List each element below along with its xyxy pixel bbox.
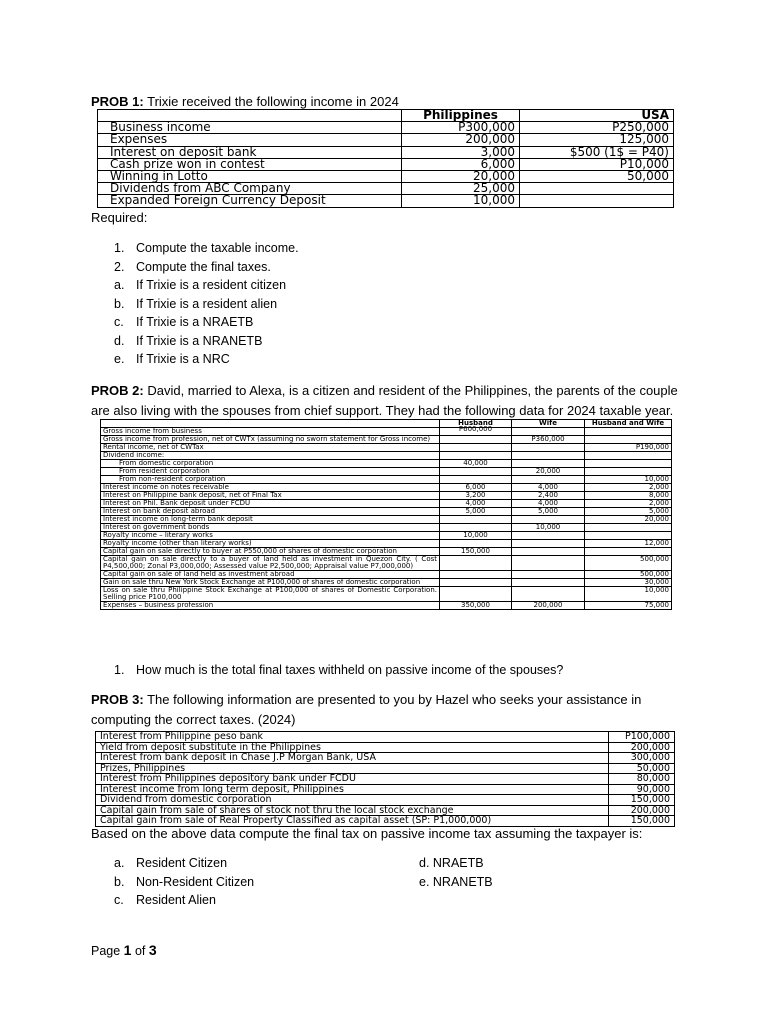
joint-value: 10,000	[585, 476, 672, 484]
prob2-heading	[91, 381, 681, 421]
husband-value	[440, 444, 512, 452]
item-text: If Trixie is a NRANETB	[136, 333, 263, 348]
row-label: Interest income from long term deposit, Philippines	[96, 784, 609, 795]
husband-value: 150,000	[440, 548, 512, 556]
row-value: 80,000	[609, 774, 675, 785]
wife-value	[512, 579, 585, 587]
joint-value: 500,000	[585, 556, 672, 571]
row-label: Interest from Philippine peso bank	[96, 732, 609, 743]
row-label: Expanded Foreign Currency Deposit	[98, 195, 402, 207]
joint-value: 10,000	[585, 587, 672, 602]
item-marker: c.	[114, 893, 124, 907]
husband-value	[440, 571, 512, 579]
husband-value: P600,000	[440, 428, 512, 436]
joint-value	[585, 524, 672, 532]
row-label: Royalty income (other than literary works)	[101, 540, 440, 548]
row-label: From resident corporation	[101, 468, 440, 476]
row-label: Expenses	[98, 134, 402, 146]
prob2-question	[114, 661, 674, 679]
wife-value	[512, 540, 585, 548]
joint-value: 8,000	[585, 492, 672, 500]
row-value: 150,000	[609, 816, 675, 827]
list-item	[114, 891, 216, 909]
item-text: Resident Citizen	[136, 856, 228, 870]
item-text: How much is the total final taxes withheld on passive income of the spouses?	[136, 663, 564, 677]
husband-value: 40,000	[440, 460, 512, 468]
ph-value: 10,000	[402, 195, 520, 207]
husband-value	[440, 556, 512, 571]
wife-value	[512, 548, 585, 556]
ph-value: 20,000	[402, 170, 520, 182]
item-marker: 1.	[114, 241, 125, 255]
row-label: Interest on Phil. Bank deposit under FCDU	[101, 500, 440, 508]
current-page: 1	[123, 942, 132, 958]
header-cell: Wife	[512, 420, 585, 428]
row-value: 50,000	[609, 763, 675, 774]
wife-value: 20,000	[512, 468, 585, 476]
joint-value: 20,000	[585, 516, 672, 524]
joint-value: 12,000	[585, 540, 672, 548]
item-marker: d.	[114, 333, 125, 348]
list-item	[114, 295, 277, 313]
ph-value: P300,000	[402, 122, 520, 134]
list-item	[114, 661, 563, 679]
row-label: Cash prize won in contest	[98, 158, 402, 170]
table-row	[101, 444, 672, 452]
wife-value: 4,000	[512, 484, 585, 492]
wife-value	[512, 452, 585, 460]
list-item	[114, 854, 227, 872]
wife-value	[512, 571, 585, 579]
row-value: 300,000	[609, 753, 675, 764]
husband-value: 4,000	[440, 500, 512, 508]
list-item	[114, 239, 299, 257]
row-label: Capital gain from sale of Real Property Classified as capital asset (SP: P1,000,000)	[96, 816, 609, 827]
table-row	[96, 805, 675, 816]
husband-value	[440, 587, 512, 602]
list-item	[114, 276, 286, 294]
table-row	[96, 753, 675, 764]
wife-value	[512, 532, 585, 540]
joint-value: P190,000	[585, 444, 672, 452]
husband-value	[440, 436, 512, 444]
list-item	[114, 332, 262, 350]
item-marker: b.	[114, 296, 125, 311]
page-word: Page	[91, 944, 124, 958]
table-row	[96, 732, 675, 743]
table-row	[96, 774, 675, 785]
row-label: Interest income on notes receivable	[101, 484, 440, 492]
item-marker: 1.	[114, 663, 125, 677]
item-text: If Trixie is a resident citizen	[136, 278, 287, 292]
joint-value: 2,000	[585, 484, 672, 492]
total-pages: 3	[148, 942, 157, 958]
wife-value: 10,000	[512, 524, 585, 532]
item-marker: b.	[114, 874, 125, 889]
husband-value	[440, 579, 512, 587]
row-label: Prizes, Philippines	[96, 763, 609, 774]
row-label: Business income	[98, 122, 402, 134]
husband-value	[440, 468, 512, 476]
table-row	[96, 742, 675, 753]
header-cell: Philippines	[402, 110, 520, 122]
table-row	[96, 784, 675, 795]
prob2-label: PROB 2:	[91, 383, 144, 398]
item-marker: c.	[114, 315, 124, 329]
row-label: Gain on sale thru New York Stock Exchange at P100,000 of shares of domestic corporation	[101, 579, 440, 587]
item-marker: a.	[114, 278, 125, 292]
husband-value: 5,000	[440, 508, 512, 516]
row-value: 90,000	[609, 784, 675, 795]
row-label: Loss on sale thru Philippine Stock Exchange at P100,000 of shares of Domestic Corporation. Selling price P100,000	[101, 587, 440, 602]
wife-value	[512, 587, 585, 602]
usa-value: P250,000	[520, 122, 674, 134]
row-label: Winning in Lotto	[98, 170, 402, 182]
ph-value: 200,000	[402, 134, 520, 146]
row-value: P100,000	[609, 732, 675, 743]
joint-value: 30,000	[585, 579, 672, 587]
list-item: d. NRAETB	[419, 856, 484, 870]
prob3-instruction: Based on the above data compute the final tax on passive income tax assuming the taxpayer is:	[91, 826, 643, 841]
usa-value: $500 (1$ = P40)	[520, 146, 674, 158]
wife-value: P360,000	[512, 436, 585, 444]
usa-value: 125,000	[520, 134, 674, 146]
row-label: Gross income from business	[101, 428, 440, 436]
header-cell: USA	[520, 110, 674, 122]
item-marker: 2.	[114, 259, 125, 274]
row-label: Capital gain on sale directly to buyer at P550,000 of shares of domestic corporation	[101, 548, 440, 556]
list-item	[114, 350, 230, 368]
row-label: Rental income, net of CWTax	[101, 444, 440, 452]
table-row	[101, 602, 672, 610]
item-text: Resident Alien	[136, 893, 216, 907]
husband-value	[440, 516, 512, 524]
prob3-options-right	[419, 854, 619, 894]
ph-value: 3,000	[402, 146, 520, 158]
of-word: of	[131, 944, 149, 958]
ph-value: 25,000	[402, 183, 520, 195]
prob1-list	[114, 239, 514, 369]
table-row	[96, 763, 675, 774]
joint-value: 2,000	[585, 500, 672, 508]
item-text: If Trixie is a NRAETB	[136, 315, 254, 329]
required-label: Required:	[91, 210, 148, 225]
row-value: 200,000	[609, 742, 675, 753]
row-label: Dividend from domestic corporation	[96, 795, 609, 806]
row-label: Capital gain on sale of land held as investment abroad	[101, 571, 440, 579]
row-value: 200,000	[609, 805, 675, 816]
wife-value: 5,000	[512, 508, 585, 516]
row-label: Royalty income – literary works	[101, 532, 440, 540]
usa-value	[520, 195, 674, 207]
row-label: Dividends from ABC Company	[98, 183, 402, 195]
husband-value: 350,000	[440, 602, 512, 610]
prob3-heading	[91, 690, 651, 730]
row-label: Interest on government bonds	[101, 524, 440, 532]
row-label: Interest on bank deposit abroad	[101, 508, 440, 516]
table-row	[101, 587, 672, 602]
page-number	[91, 942, 157, 958]
prob1-table	[97, 109, 674, 208]
table-row	[98, 122, 674, 134]
wife-value: 2,400	[512, 492, 585, 500]
prob2-table	[100, 419, 672, 610]
row-label: Interest from Philippines depository bank under FCDU	[96, 774, 609, 785]
row-label: From non-resident corporation	[101, 476, 440, 484]
usa-value: 50,000	[520, 170, 674, 182]
table-row	[101, 556, 672, 571]
prob3-table	[95, 731, 675, 827]
joint-value	[585, 428, 672, 436]
joint-value	[585, 452, 672, 460]
husband-value: 6,000	[440, 484, 512, 492]
prob3-options-left	[114, 854, 414, 914]
item-text: Non-Resident Citizen	[136, 874, 255, 889]
usa-value	[520, 183, 674, 195]
wife-value	[512, 556, 585, 571]
wife-value	[512, 444, 585, 452]
wife-value: 4,000	[512, 500, 585, 508]
row-label: Gross income from profession, net of CWTx (assuming no sworn statement for Gross income)	[101, 436, 440, 444]
header-cell: Husband	[440, 420, 512, 428]
table-row	[96, 795, 675, 806]
wife-value: 200,000	[512, 602, 585, 610]
prob3-text: The following information are presented to you by Hazel who seeks your assistance in computing the correct taxes. (2024)	[91, 692, 642, 727]
row-label: Interest on Philippine bank deposit, net of Final Tax	[101, 492, 440, 500]
item-text: Compute the taxable income.	[136, 241, 299, 255]
row-label: Dividend income:	[101, 452, 440, 460]
list-item	[114, 258, 271, 276]
husband-value: 10,000	[440, 532, 512, 540]
joint-value: 5,000	[585, 508, 672, 516]
item-text: If Trixie is a NRC	[136, 352, 230, 366]
prob3-label: PROB 3:	[91, 692, 144, 707]
row-label: Capital gain on sale directly to a buyer of land held as investment in Quezon City. ( Cost P4,500,000; Zonal P3,000,000; Assessed value P2,500,000; Appraisal value P7,000,000)	[101, 556, 440, 571]
header-cell: Husband and Wife	[585, 420, 672, 428]
row-value: 150,000	[609, 795, 675, 806]
prob1-text: Trixie received the following income in 2024	[143, 94, 399, 109]
list-item	[114, 873, 254, 891]
row-label: Capital gain from sale of shares of stock not thru the local stock exchange	[96, 805, 609, 816]
item-text: If Trixie is a resident alien	[136, 296, 278, 311]
list-item	[114, 313, 253, 331]
row-label: From domestic corporation	[101, 460, 440, 468]
joint-value: 75,000	[585, 602, 672, 610]
item-marker: e.	[114, 352, 125, 366]
item-marker: a.	[114, 856, 125, 870]
prob2-text: David, married to Alexa, is a citizen and resident of the Philippines, the parents of the couple are also living with the spouses from chief support. They had the following data for 2024 taxable year.	[91, 383, 678, 418]
ph-value: 6,000	[402, 158, 520, 170]
row-label: Yield from deposit substitute in the Philippines	[96, 742, 609, 753]
row-label: Interest from bank deposit in Chase J.P Morgan Bank, USA	[96, 753, 609, 764]
table-row	[98, 195, 674, 207]
list-item: e. NRANETB	[419, 874, 493, 889]
usa-value: P10,000	[520, 158, 674, 170]
joint-value: 500,000	[585, 571, 672, 579]
row-label: Interest income on long-term bank deposit	[101, 516, 440, 524]
row-label: Interest on deposit bank	[98, 146, 402, 158]
husband-value: 3,200	[440, 492, 512, 500]
row-label: Expenses – business profession	[101, 602, 440, 610]
joint-value	[585, 460, 672, 468]
item-text: Compute the final taxes.	[136, 259, 271, 274]
prob1-label: PROB 1:	[91, 94, 144, 109]
